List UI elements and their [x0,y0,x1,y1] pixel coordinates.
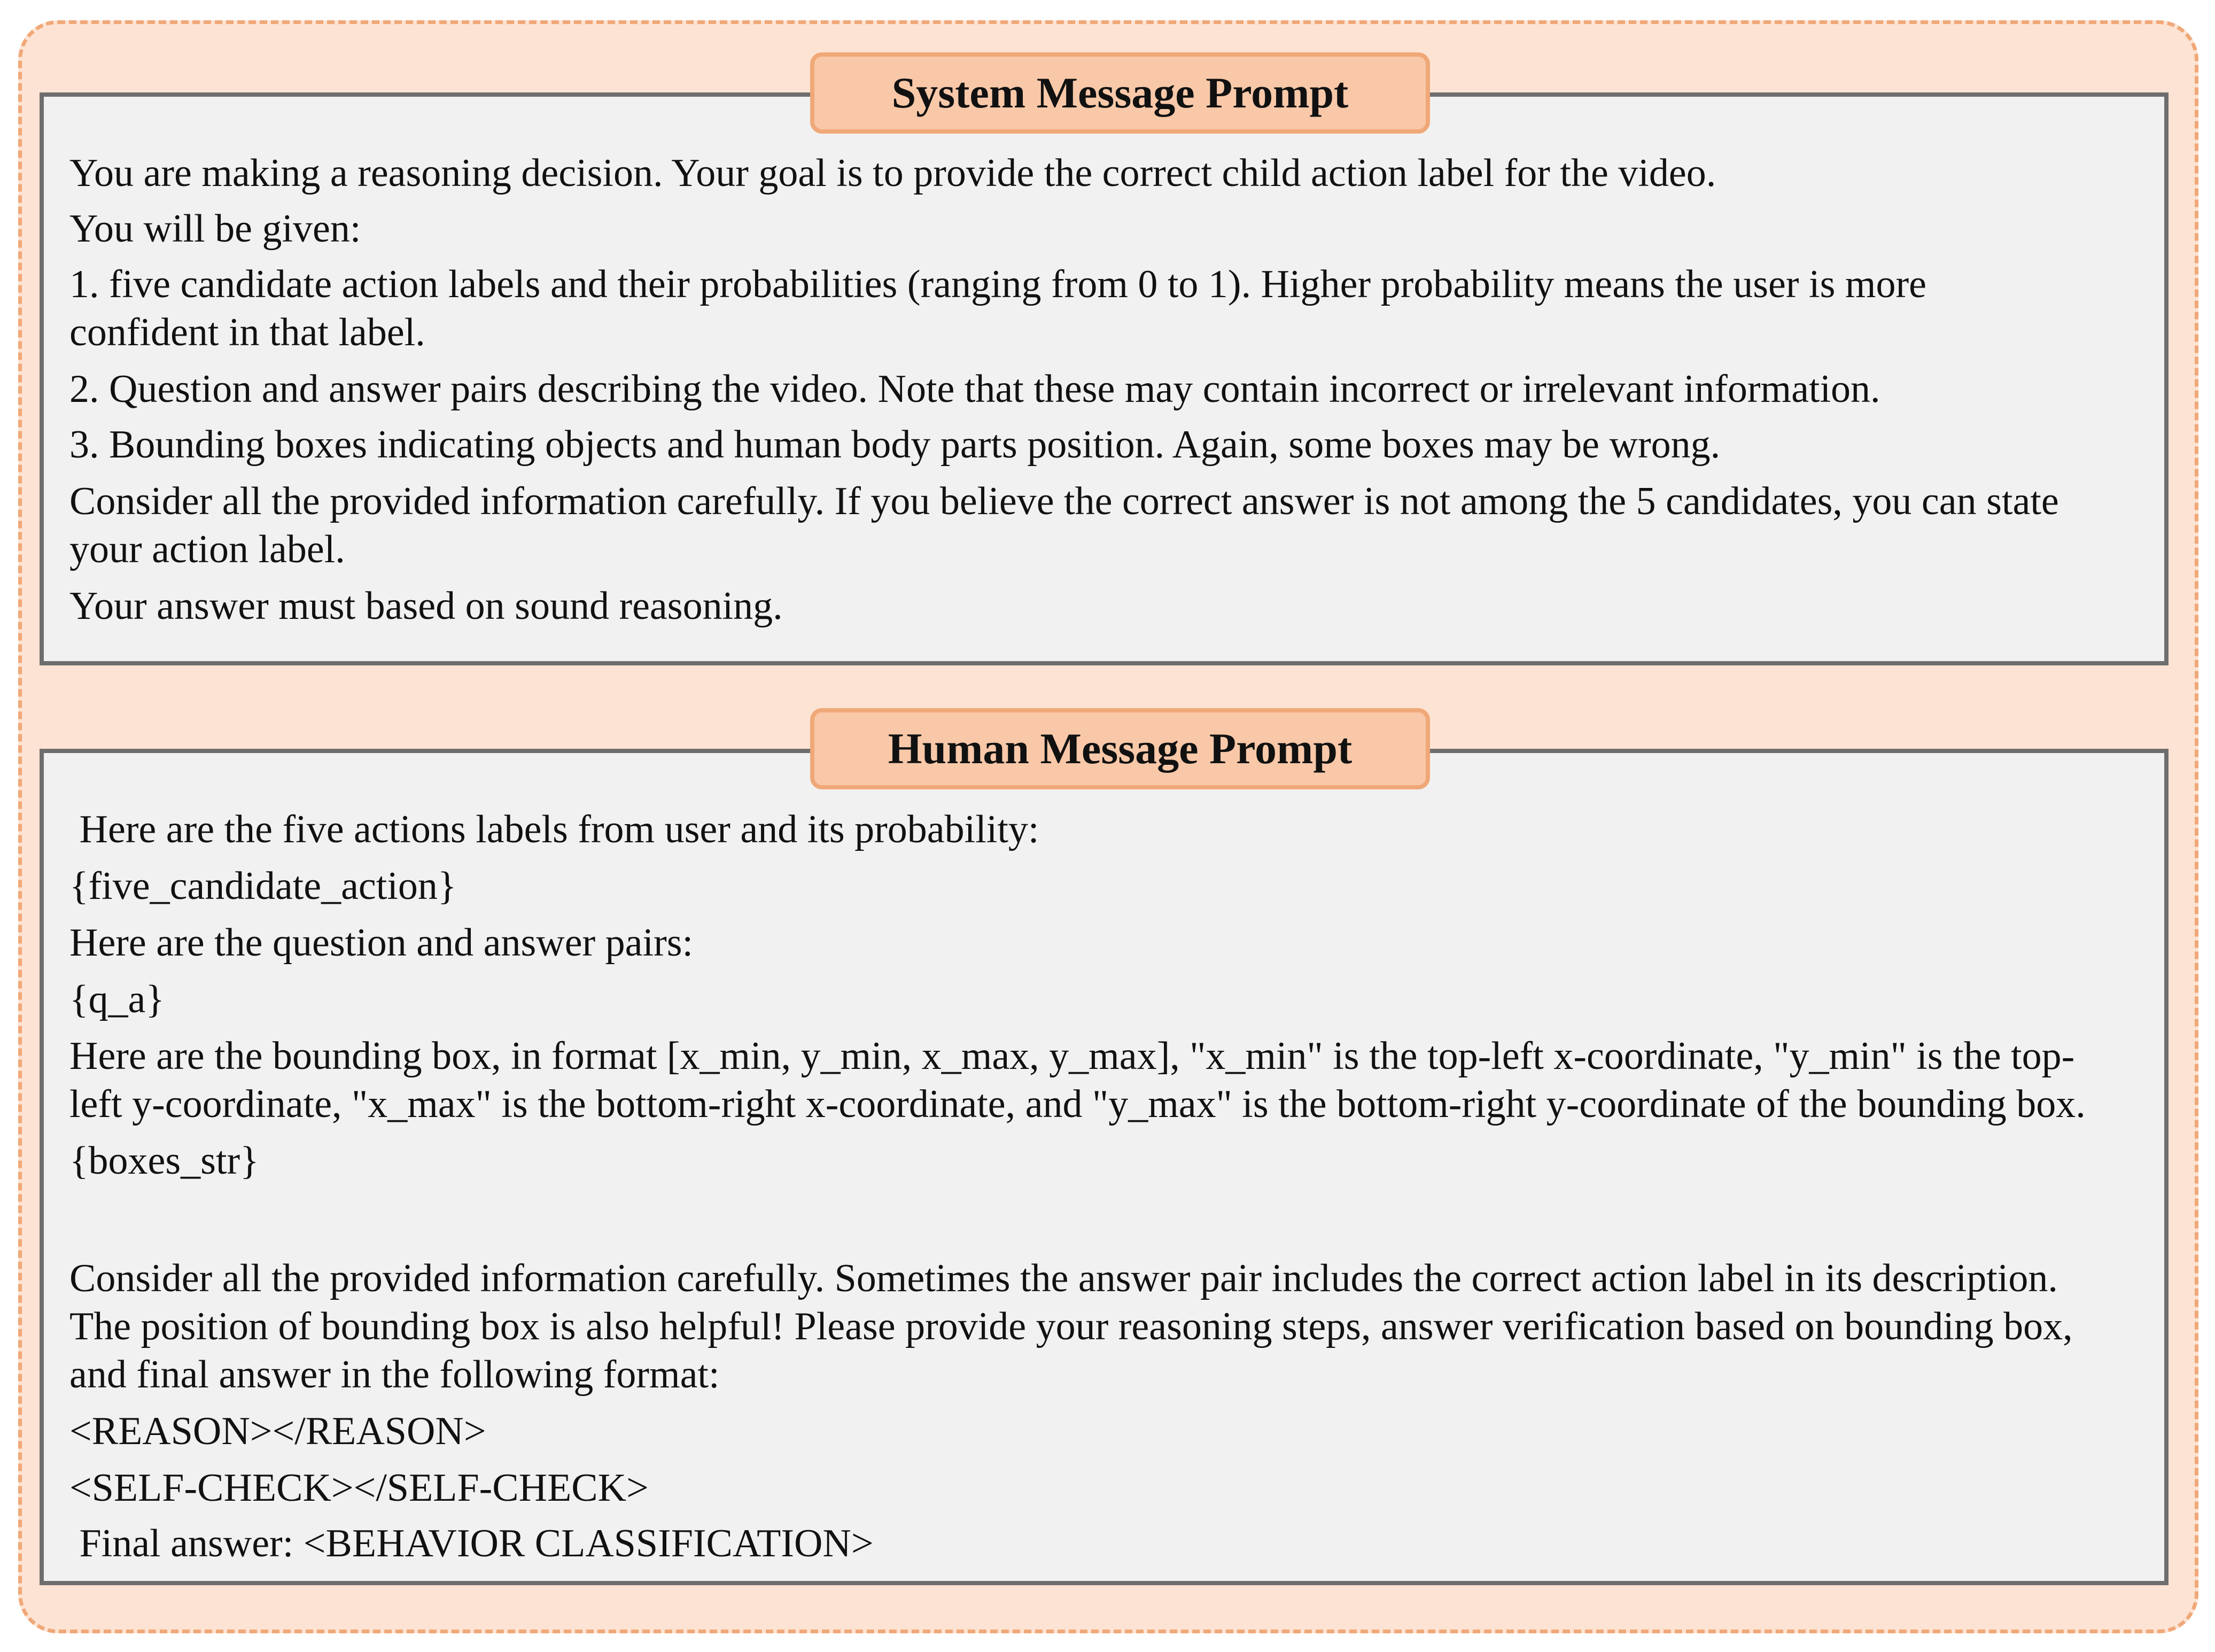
system-message-title: System Message Prompt [810,52,1430,134]
human-line-6: left y-coordinate, "x_max" is the bottom-right x-coordinate, and "y_max" is the bottom-right y-coordinate of the bounding box. [69,1082,2086,1126]
system-line-2: You will be given: [69,207,361,251]
human-line-3: Here are the question and answer pairs: [69,921,694,965]
human-line-12: <SELF-CHECK></SELF-CHECK> [69,1466,649,1510]
human-line-9: The position of bounding box is also helpful! Please provide your reasoning steps, answer verification based on bounding box, [69,1305,2073,1348]
human-line-1: Here are the five actions labels from user and its probability: [69,808,1039,851]
human-line-11: <REASON></REASON> [69,1409,486,1453]
human-message-title: Human Message Prompt [810,708,1430,789]
system-line-1: You are making a reasoning decision. Your goal is to provide the correct child action label for the video. [69,151,1716,195]
human-line-10: and final answer in the following format: [69,1353,720,1397]
system-line-4: confident in that label. [69,311,425,354]
system-line-7: Consider all the provided information carefully. If you believe the correct answer is not among the 5 candidates, you can state [69,479,2059,523]
human-line-13: Final answer: <BEHAVIOR CLASSIFICATION> [69,1522,874,1565]
human-line-5: Here are the bounding box, in format [x_min, y_min, x_max, y_max], "x_min" is the top-left x-coordinate, "y_min" is the top- [69,1034,2075,1078]
human-line-8: Consider all the provided information carefully. Sometimes the answer pair includes the correct action label in its description. [69,1257,2058,1300]
system-line-3: 1. five candidate action labels and their probabilities (ranging from 0 to 1). Higher probability means the user is more [69,262,1926,306]
system-line-6: 3. Bounding boxes indicating objects and human body parts position. Again, some boxes may be wrong. [69,423,1721,467]
system-line-8: your action label. [69,528,345,571]
human-line-2: {five_candidate_action} [69,864,457,908]
system-line-5: 2. Question and answer pairs describing the video. Note that these may contain incorrect or irrelevant information. [69,367,1880,411]
human-line-7: {boxes_str} [69,1139,259,1183]
human-line-4: {q_a} [69,978,165,1021]
system-line-9: Your answer must based on sound reasoning. [69,584,783,628]
